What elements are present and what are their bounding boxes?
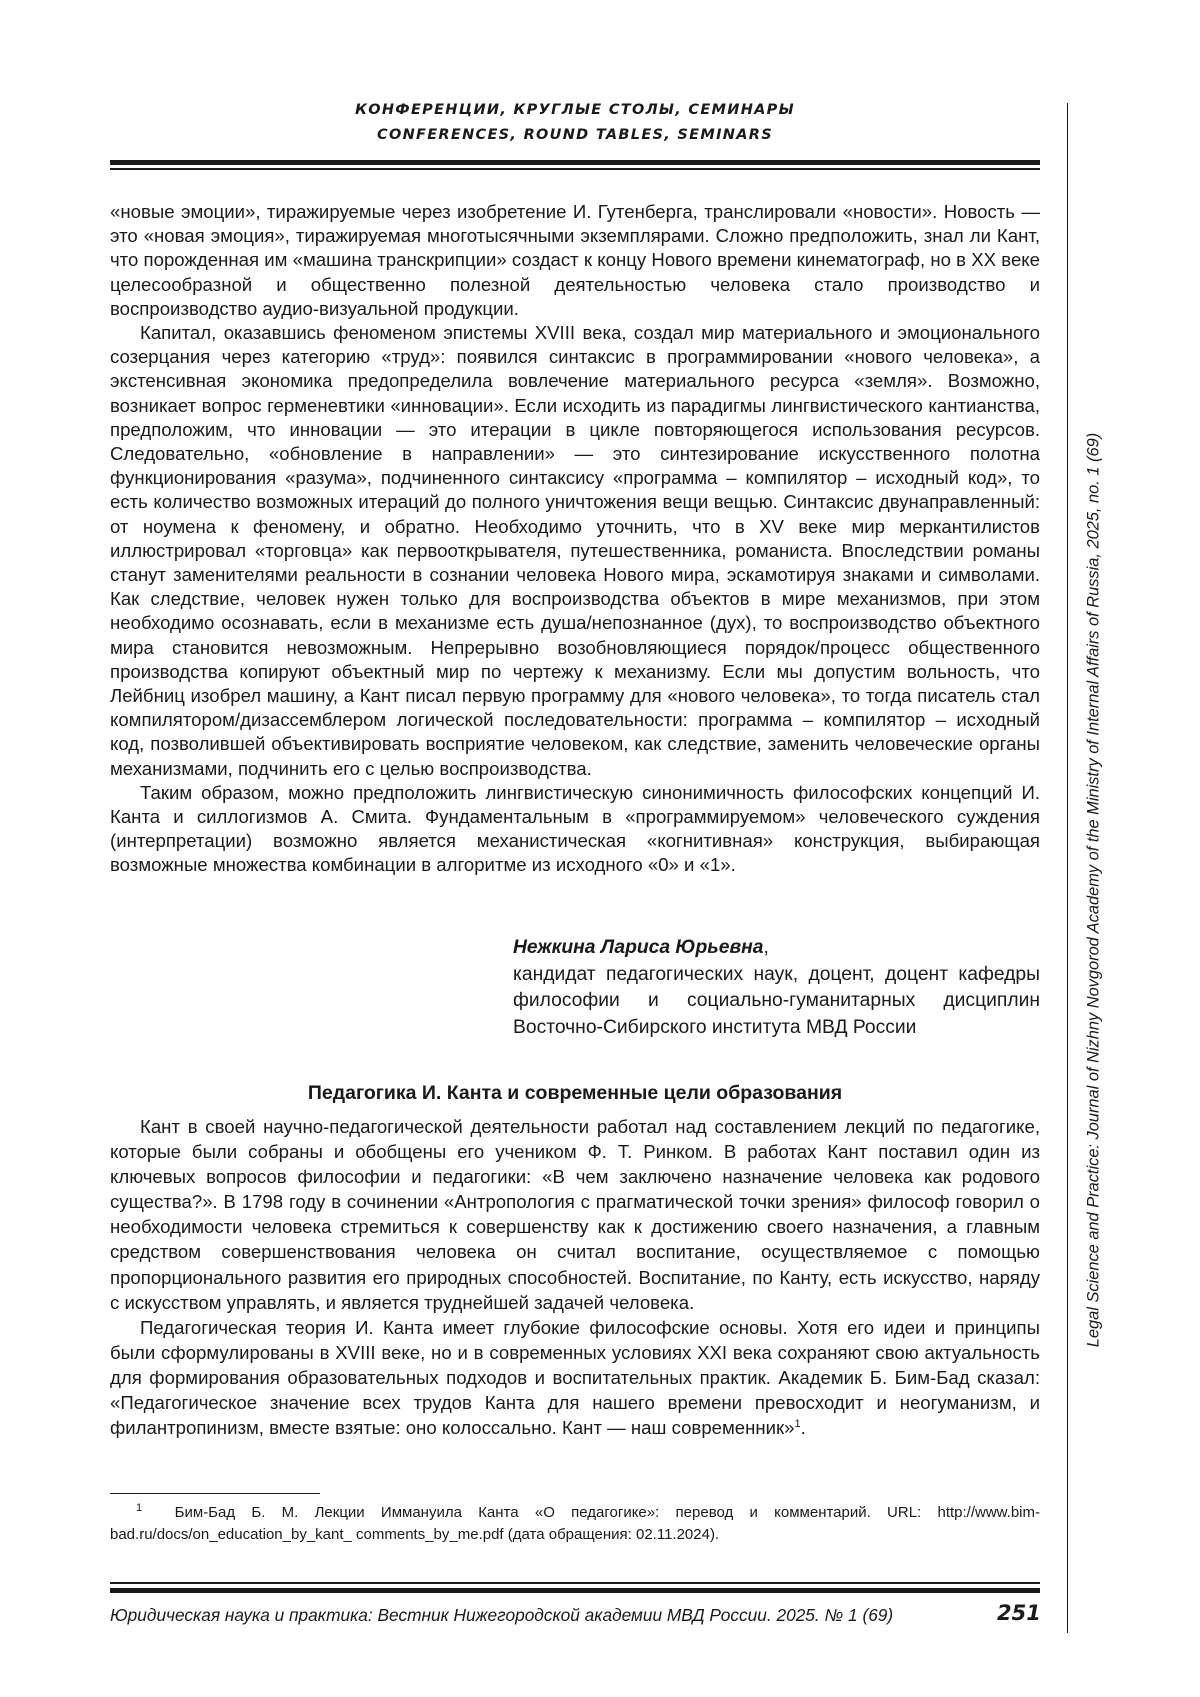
paragraph: Капитал, оказавшись феноменом эпистемы XVIII века, создал мир материального и эмоционального созерцания через категорию «труд»: появился синтаксис в программировании «нового человека», а экстенсивная экономика предопределила вовлечение материального ресурса «земля». Возможно, возникает вопрос герменевтики «инновации». Если исходить из парадигмы лингвистического кантианства, предположим, что инновации — это итерации в цикле повторяющегося использования ресурсов. Следовательно, «обновление в направлении» — это синтезирование искусственного полотна функционирования «разума», подчиненного синтаксису «программа – компилятор – исходный код», то есть количество возможных итераций до полного уничтожения вещи вещью. Синтаксис двунаправленный: от ноумена к феномену, и обратно. Необходимо уточнить, что в XV веке мир меркантилистов иллюстрировал «торговца» как первооткрывателя, путешественника, романиста. Впоследствии романы станут заменителями реальности в сознании человека Нового мира, эскамотируя знаками и символами. Как следствие, человек нужен только для воспроизводства объектов в мире механизмов, при этом необходимо осознавать, если в механизме есть душа/непознанное (дух), то воспроизводство объектного мира становится невозможным. Непрерывно возобновляющиеся порядок/процесс общественного производства копируют объектный мир по чертежу к механизму. Если мы допустим вольность, что Лейбниц изобрел машину, а Кант писал первую программу для «нового человека», то тогда писатель стал компилятором/дизассемблером логической последовательности: программа – компилятор – исходный код, позволившей объективировать восприятие человеком, как следствие, заменить человеческие органы механизмами, подчинить его с целью воспроизводства. bbox=[110, 322, 1040, 779]
running-header bbox=[110, 98, 1040, 148]
article-body bbox=[110, 200, 1040, 878]
header-title-ru: КОНФЕРЕНЦИИ, КРУГЛЫЕ СТОЛЫ, СЕМИНАРЫ bbox=[355, 102, 795, 118]
author-affiliation: кандидат педагогических наук, доцент, доцент кафедры философии и социально-гуманитарных дисциплин Восточно-Сибирского института МВД России bbox=[513, 963, 1040, 1038]
author-name: Нежкина Лариса Юрьевна bbox=[513, 937, 764, 958]
header-rule-thin bbox=[110, 168, 1040, 170]
paragraph-end: . bbox=[800, 1417, 806, 1439]
footnote-text: Бим-Бад Б. М. Лекции Иммануила Канта «О педагогике»: перевод и комментарий. URL: http://www.bim-bad.ru/docs/on_education_by_kant_ comments_by_me.pdf (дата обращения: 02.11.2024). bbox=[110, 1504, 1041, 1543]
paragraph: Кант в своей научно-педагогической деятельности работал над составлением лекций по педагогике, которые были собраны и обобщены его учеником Ф. Т. Ринком. В работах Кант поставил один из ключевых вопросов философии и педагогики: «В чем заключено назначение человека как родового существа?». В 1798 году в сочинении «Антропология с прагматической точки зрения» философ говорил о необходимости человека стремиться к совершенству как к достижению своего назначения, а главным средством совершенствования человека он считал воспитание, осуществляемое с помощью пропорционального развития его природных способностей. Воспитание, по Канту, есть искусство, наряду с искусством управлять, и является труднейшей задачей человека. bbox=[110, 1116, 1040, 1313]
paragraph: Таким образом, можно предположить лингвистическую синонимичность философских концепций И. Канта и силлогизмов А. Смита. Фундаментальным в «программируемом» человеческого суждения (интерпретации) возможно является механистическая «когнитивная» конструкция, выбирающая возможные множества комбинации в алгоритме из исходного «0» и «1». bbox=[110, 781, 1040, 876]
author-name-comma: , bbox=[763, 937, 769, 958]
paragraph-text: Педагогическая теория И. Канта имеет глубокие философские основы. Хотя его идеи и принципы были сформулированы в XVIII веке, но и в современных условиях XXI века сохраняют свою актуальность для формирования образовательных подходов и воспитательных практик. Академик Б. Бим-Бад сказал: «Педагогическое значение всех трудов Канта для нашего времени превосходит и неогуманизм, и филантропинизм, вместе взятые: оно колоссально. Кант — наш современник» bbox=[110, 1316, 1040, 1439]
side-journal-title bbox=[1082, 255, 1106, 1525]
footer-rule-thick bbox=[110, 1588, 1040, 1593]
footnote bbox=[110, 1502, 1040, 1546]
paragraph bbox=[110, 1315, 1040, 1440]
section-title: Педагогика И. Канта и современные цели образования bbox=[307, 1082, 843, 1104]
footer-journal: Юридическая наука и практика: Вестник Нижегородской академии МВД России. 2025. № 1 (69) bbox=[110, 1605, 894, 1625]
author-block bbox=[513, 935, 1040, 1041]
header-rule-thick bbox=[110, 160, 1040, 165]
section-body bbox=[110, 1114, 1040, 1440]
header-title-en: CONFERENCES, ROUND TABLES, SEMINARS bbox=[377, 127, 773, 143]
footnote-ref: 1 bbox=[794, 1417, 801, 1430]
footnote-marker: 1 bbox=[136, 1502, 143, 1514]
page-number: 251 bbox=[997, 1601, 1041, 1625]
author-name-line bbox=[513, 935, 1040, 962]
side-journal-title-text: Legal Science and Practice: Journal of Nizhny Novgorod Academy of the Ministry of Internal Affairs of Russia, 2025, no. 1 (69) bbox=[1084, 432, 1103, 1348]
margin-vertical-rule bbox=[1067, 103, 1068, 1633]
paragraph: «новые эмоции», тиражируемые через изобретение И. Гутенберга, транслировали «новости». Новость — это «новая эмоция», тиражируемая многотысячными экземплярами. Сложно предположить, знал ли Кант, что порожденная им «машина транскрипции» создаст к концу Нового времени кинематограф, но в XX веке целесообразной и общественно полезной деятельностью человека стало производство и воспроизводство аудио-визуальной продукции. bbox=[110, 201, 1040, 319]
footer-rule-thin bbox=[110, 1582, 1040, 1584]
footnote-rule bbox=[110, 1493, 320, 1494]
